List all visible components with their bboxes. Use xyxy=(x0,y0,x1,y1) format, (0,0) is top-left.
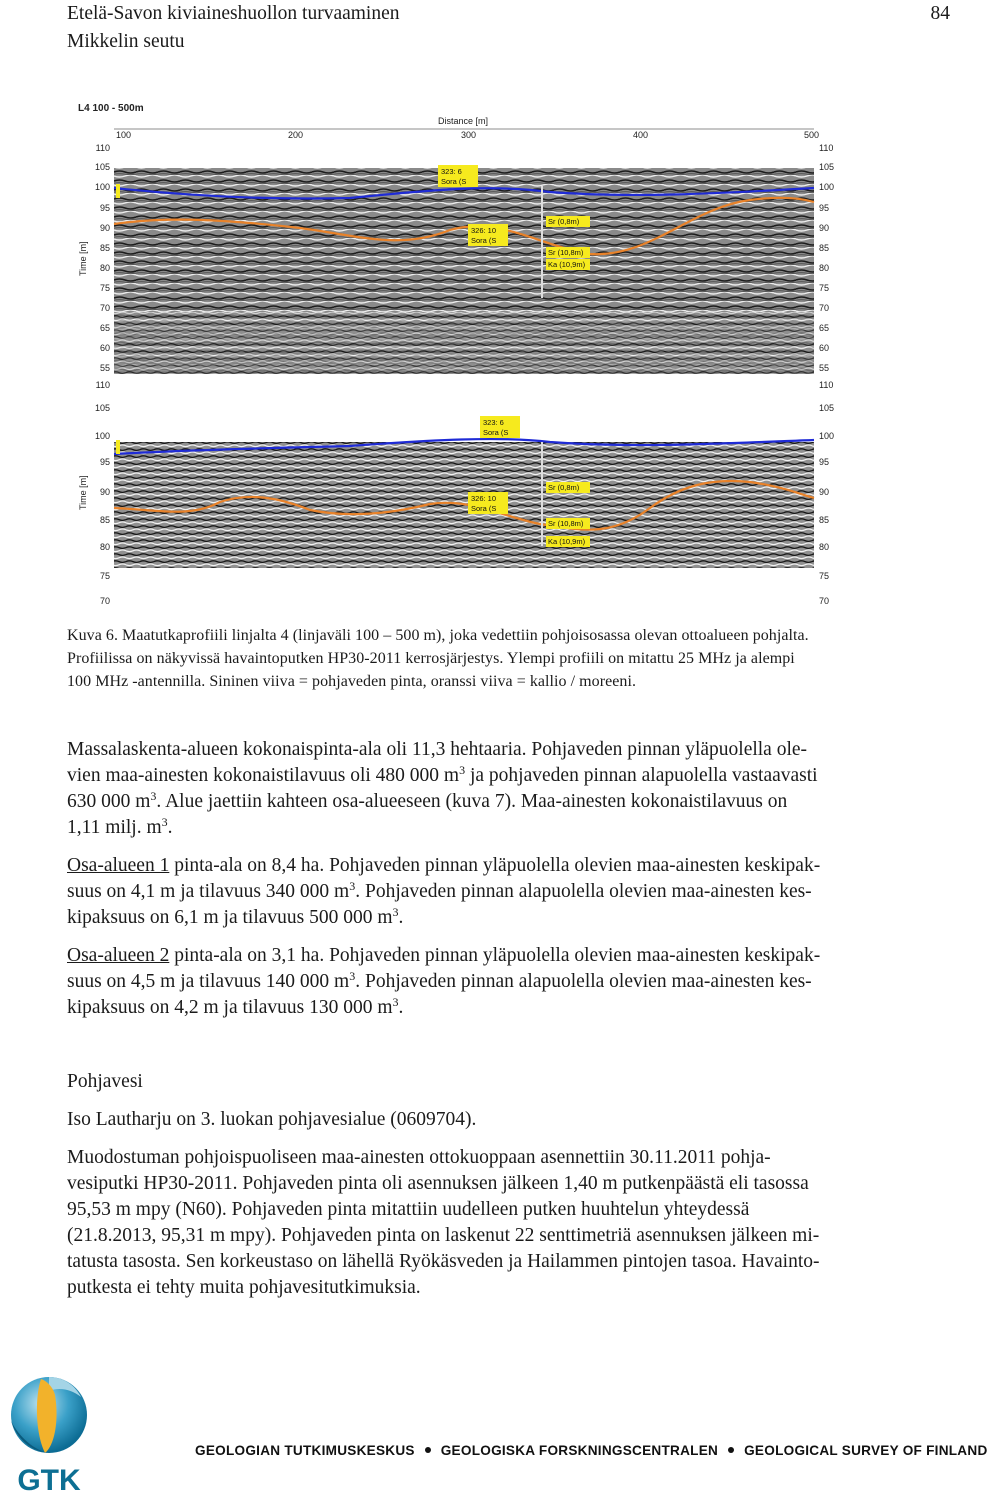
text-line: Massalaskenta-alueen kokonaispinta-ala oli 11,3 hehtaaria. Pohjaveden pinnan yläpuolella ole- xyxy=(67,739,808,760)
lower-y-tick: 105 xyxy=(94,403,110,413)
text-run: 1,11 milj. m xyxy=(67,817,162,838)
section-heading-pohjavesi: Pohjavesi xyxy=(67,1071,143,1092)
upper-y-tick: 105 xyxy=(94,162,110,172)
text-line: 95,53 m mpy (N60). Pohjaveden pinta mitattiin uudelleen putken huuhtelun yhteydessä xyxy=(67,1199,750,1220)
caption-line: Kuva 6. Maatutkaprofiili linjalta 4 (linjaväli 100 – 500 m), joka vedettiin pohjoisosassa olevan ottoalueen pohjalta. xyxy=(67,627,809,644)
text-run: suus on 4,5 m ja tilavuus 140 000 m xyxy=(67,971,350,992)
superscript: 3 xyxy=(161,815,168,829)
org-name-fi: GEOLOGIAN TUTKIMUSKESKUS xyxy=(195,1443,415,1458)
lower-well-label-2: Sr (10,8m) xyxy=(548,519,584,528)
caption-line: Profiilissa on näkyvissä havaintoputken HP30-2011 kerrosjärjestys. Ylempi profiili on mitattu 25 MHz ja alempi xyxy=(67,650,795,668)
upper-y-tick-r: 65 xyxy=(819,323,830,333)
upper-y-tick: 75 xyxy=(99,283,110,293)
footer-organization xyxy=(195,1443,988,1458)
text-run: suus on 4,1 m ja tilavuus 340 000 m xyxy=(67,881,350,902)
lower-well-label-1: Sr (0,8m) xyxy=(548,483,580,492)
panel-title: L4 100 - 500m xyxy=(78,103,144,114)
lower-well-label-3: Ka (10,9m) xyxy=(548,537,586,546)
upper-y-tick-r: 80 xyxy=(819,263,830,273)
text-run: . Pohjaveden pinnan alapuolella olevien maa-ainesten kes- xyxy=(355,881,812,902)
text-run: pinta-ala on 8,4 ha. Pohjaveden pinnan yläpuolella olevien maa-ainesten keskipak- xyxy=(169,855,821,876)
figure-caption xyxy=(67,624,947,694)
text-line xyxy=(67,905,944,931)
upper-sora1-bottom: Sora (S xyxy=(441,177,467,186)
lower-y-tick: 100 xyxy=(94,431,110,441)
lower-y-tick: 75 xyxy=(99,571,110,581)
upper-y-axis-right xyxy=(819,143,834,373)
subarea-1-link[interactable]: Osa-alueen 1 xyxy=(67,855,170,876)
lower-y-tick-r: 105 xyxy=(819,403,835,413)
org-name-en: GEOLOGICAL SURVEY OF FINLAND xyxy=(744,1443,988,1458)
upper-sora2-top: 326: 10 xyxy=(471,226,497,235)
text-line xyxy=(67,969,944,995)
upper-y-tick: 85 xyxy=(99,243,110,253)
paragraph-mass-calculation xyxy=(67,737,944,841)
lower-y-tick-r: 80 xyxy=(819,542,830,552)
text-line xyxy=(67,995,944,1021)
text-line xyxy=(67,815,944,841)
lower-y-tick-r: 90 xyxy=(819,487,830,497)
header-title-line1: Etelä-Savon kiviaineshuollon turvaaminen xyxy=(67,3,400,24)
text-line: putkesta ei tehty muita pohjavesitutkimuksia. xyxy=(67,1277,421,1298)
paragraph-subarea-1 xyxy=(67,853,944,931)
superscript: 3 xyxy=(392,995,399,1009)
x-tick-400: 400 xyxy=(633,130,649,140)
superscript: 3 xyxy=(349,969,356,983)
lower-y-tick-r: 85 xyxy=(819,515,830,525)
x-tick-300: 300 xyxy=(461,130,477,140)
upper-y-tick: 95 xyxy=(99,203,110,213)
x-tick-labels xyxy=(116,130,819,140)
x-tick-200: 200 xyxy=(288,130,304,140)
lower-y-tick: 80 xyxy=(99,542,110,552)
text-run: pinta-ala on 3,1 ha. Pohjaveden pinnan yläpuolella olevien maa-ainesten keskipak- xyxy=(169,945,821,966)
lower-y-tick-r: 75 xyxy=(819,571,830,581)
upper-well-label-2: Sr (10,8m) xyxy=(548,248,584,257)
upper-y-tick: 100 xyxy=(94,182,110,192)
lower-y-tick: 85 xyxy=(99,515,110,525)
text-run: kipaksuus on 4,2 m ja tilavuus 130 000 m xyxy=(67,997,393,1018)
lower-y-tick: 70 xyxy=(99,596,110,606)
superscript: 3 xyxy=(459,763,466,777)
upper-y-tick-r: 55 xyxy=(819,363,830,373)
superscript: 3 xyxy=(150,789,157,803)
text-run: kipaksuus on 6,1 m ja tilavuus 500 000 m xyxy=(67,907,393,928)
org-name-sv: GEOLOGISKA FORSKNINGSCENTRALEN xyxy=(440,1443,719,1458)
text-run: . xyxy=(167,817,173,838)
text-line xyxy=(67,763,944,789)
lower-sora1-top: 323: 6 xyxy=(483,418,504,427)
upper-y-tick: 70 xyxy=(99,303,110,313)
upper-y-tick-r: 100 xyxy=(819,182,835,192)
gtk-logo xyxy=(5,1375,93,1497)
text-run: . Pohjaveden pinnan alapuolella olevien maa-ainesten kes- xyxy=(355,971,812,992)
page-number: 84 xyxy=(930,3,950,24)
lower-y-tick-r: 95 xyxy=(819,457,830,467)
caption-line: 100 MHz -antennilla. Sininen viiva = pohjaveden pinta, oranssi viiva = kallio / moreeni. xyxy=(67,673,636,691)
text-line: Muodostuman pohjoispuoliseen maa-ainesten ottokuoppaan asennettiin 30.11.2011 pohja- xyxy=(67,1147,771,1168)
upper-y-tick-r: 90 xyxy=(819,223,830,233)
bullet-separator xyxy=(425,1447,431,1453)
upper-y-tick: 80 xyxy=(99,263,110,273)
lower-y-tick: 95 xyxy=(99,457,110,467)
upper-y-tick-r: 70 xyxy=(819,303,830,313)
text-line xyxy=(67,853,944,879)
upper-y-tick-r: 110 xyxy=(819,143,834,153)
text-run: 630 000 m xyxy=(67,791,151,812)
logo-text: GTK xyxy=(17,1464,81,1497)
lower-y-axis-left xyxy=(95,380,110,606)
text-run: . Alue jaettiin kahteen osa-alueeseen (kuva 7). Maa-ainesten kokonaistilavuus on xyxy=(156,791,788,812)
upper-y-tick: 110 xyxy=(95,143,110,153)
upper-y-tick-r: 85 xyxy=(819,243,830,253)
text-line xyxy=(67,789,944,815)
lower-time-axis-label: Time [m] xyxy=(78,475,88,510)
running-header xyxy=(67,0,400,56)
upper-sora1-top: 323: 6 xyxy=(441,167,462,176)
upper-y-tick-r: 105 xyxy=(819,162,835,172)
paragraph-groundwater-area: Iso Lautharju on 3. luokan pohjavesialue (0609704). xyxy=(67,1109,477,1130)
lower-y-tick: 90 xyxy=(99,487,110,497)
distance-axis-label: Distance [m] xyxy=(438,116,489,126)
upper-y-tick: 55 xyxy=(99,363,110,373)
paragraph-observation-well xyxy=(67,1145,944,1301)
upper-well-label-1: Sr (0,8m) xyxy=(548,217,580,226)
text-run: . xyxy=(398,907,404,928)
header-title-line2: Mikkelin seutu xyxy=(67,31,185,52)
text-line xyxy=(67,879,944,905)
text-run: . xyxy=(398,997,404,1018)
lower-y-tick-r: 110 xyxy=(819,380,834,390)
lower-radar-panel xyxy=(114,380,814,602)
lower-sora2-top: 326: 10 xyxy=(471,494,497,503)
paragraph-subarea-2 xyxy=(67,943,944,1021)
upper-well-label-3: Ka (10,9m) xyxy=(548,260,586,269)
x-tick-500: 500 xyxy=(804,130,820,140)
upper-time-axis-label: Time [m] xyxy=(78,241,88,276)
lower-y-tick: 110 xyxy=(95,380,110,390)
upper-y-tick-r: 95 xyxy=(819,203,830,213)
lower-y-tick-r: 100 xyxy=(819,431,835,441)
lower-sora2-bottom: Sora (S xyxy=(471,504,497,513)
upper-y-axis-left xyxy=(95,143,110,373)
lower-sora1-bottom: Sora (S xyxy=(483,428,509,437)
x-tick-100: 100 xyxy=(116,130,132,140)
upper-y-tick: 60 xyxy=(99,343,110,353)
lower-y-axis-right xyxy=(819,380,834,606)
text-line: vesiputki HP30-2011. Pohjaveden pinta oli asennuksen jälkeen 1,40 m putkenpäästä eli tasossa xyxy=(67,1173,809,1194)
text-run: ja pohjaveden pinnan alapuolella vastaavasti xyxy=(465,765,818,786)
upper-radar-panel xyxy=(114,142,814,374)
upper-y-tick-r: 60 xyxy=(819,343,830,353)
text-line: tatusta tasosta. Sen korkeustaso on lähellä Ryökäsveden ja Hailammen pintojen tasoa. Havainto- xyxy=(67,1251,820,1272)
subarea-2-link[interactable]: Osa-alueen 2 xyxy=(67,945,170,966)
upper-y-tick-r: 75 xyxy=(819,283,830,293)
upper-y-tick: 90 xyxy=(99,223,110,233)
text-line xyxy=(67,943,944,969)
text-run: vien maa-ainesten kokonaistilavuus oli 480 000 m xyxy=(67,765,460,786)
bullet-separator xyxy=(728,1447,734,1453)
superscript: 3 xyxy=(392,905,399,919)
text-line: (21.8.2013, 95,31 m mpy). Pohjaveden pinta on laskenut 22 senttimetriä asennuksen jälkeen mi- xyxy=(67,1225,820,1246)
superscript: 3 xyxy=(349,879,356,893)
lower-y-tick-r: 70 xyxy=(819,596,830,606)
upper-sora2-bottom: Sora (S xyxy=(471,236,497,245)
radar-profile-figure xyxy=(70,98,838,608)
upper-y-tick: 65 xyxy=(99,323,110,333)
